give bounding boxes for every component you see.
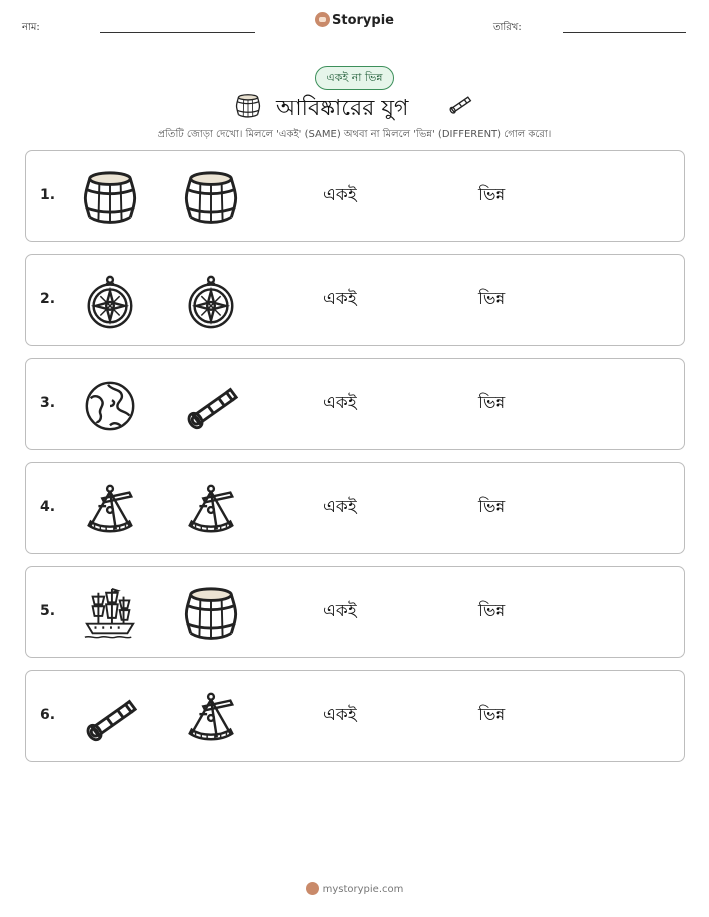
row-number: 2.: [40, 291, 56, 307]
different-option[interactable]: ভিন্ন: [478, 393, 506, 413]
different-option[interactable]: ভিন্ন: [478, 601, 506, 621]
row-number: 6.: [40, 707, 56, 723]
same-option[interactable]: একই: [323, 185, 357, 205]
different-option[interactable]: ভিন্ন: [478, 497, 506, 517]
title-row: [0, 88, 709, 124]
ship-icon: [81, 585, 139, 643]
telescope-icon: [182, 377, 240, 435]
globe-icon: [81, 377, 139, 435]
telescope-icon: [81, 689, 139, 747]
exercise-row: [25, 462, 685, 554]
sextant-icon: [182, 689, 240, 747]
barrel-icon: [182, 585, 240, 643]
telescope-icon: [444, 92, 476, 118]
same-option[interactable]: একই: [323, 497, 357, 517]
footer-url[interactable]: mystorypie.com: [322, 884, 404, 895]
row-number: 3.: [40, 395, 56, 411]
brand-logo: [0, 12, 709, 28]
sextant-icon: [81, 481, 139, 539]
same-option[interactable]: একই: [323, 601, 357, 621]
date-label: তারিখ:: [493, 22, 522, 33]
exercise-row: [25, 358, 685, 450]
exercise-row: [25, 566, 685, 658]
barrel-icon: [182, 169, 240, 227]
sextant-icon: [81, 481, 139, 539]
telescope-icon: [182, 377, 240, 435]
sextant-icon: [182, 481, 240, 539]
different-option[interactable]: ভিন্ন: [478, 705, 506, 725]
different-option[interactable]: ভিন্ন: [478, 289, 506, 309]
same-option[interactable]: একই: [323, 289, 357, 309]
telescope-icon: [81, 689, 139, 747]
row-number: 1.: [40, 187, 56, 203]
compass-icon: [182, 273, 240, 331]
sextant-icon: [182, 481, 240, 539]
barrel-icon: [235, 92, 261, 120]
barrel-icon: [81, 169, 139, 227]
brand-name: Storypie: [332, 13, 394, 28]
compass-icon: [81, 273, 139, 331]
barrel-icon: [81, 169, 139, 227]
footer: [0, 882, 709, 895]
instructions: প্রতিটি জোড়া দেখো। মিললে 'একই' (SAME) অথবা না মিললে 'ভিন্ন' (DIFFERENT) গোল করো।: [157, 129, 552, 140]
row-number: 5.: [40, 603, 56, 619]
ship-icon: [81, 585, 139, 643]
sextant-icon: [182, 689, 240, 747]
same-option[interactable]: একই: [323, 393, 357, 413]
name-label: নাম:: [22, 22, 40, 33]
date-field[interactable]: [563, 32, 686, 33]
globe-icon: [81, 377, 139, 435]
barrel-icon: [182, 585, 240, 643]
activity-type-badge: একই না ভিন্ন: [315, 66, 394, 90]
storypie-logo-icon: [315, 12, 330, 27]
exercise-row: [25, 254, 685, 346]
exercise-row: [25, 670, 685, 762]
exercise-row: [25, 150, 685, 242]
compass-icon: [81, 273, 139, 331]
name-field[interactable]: [100, 32, 255, 33]
page-title: আবিষ্কারের যুগ: [276, 96, 409, 121]
compass-icon: [182, 273, 240, 331]
same-option[interactable]: একই: [323, 705, 357, 725]
barrel-icon: [182, 169, 240, 227]
row-number: 4.: [40, 499, 56, 515]
storypie-logo-icon: [306, 882, 319, 895]
different-option[interactable]: ভিন্ন: [478, 185, 506, 205]
